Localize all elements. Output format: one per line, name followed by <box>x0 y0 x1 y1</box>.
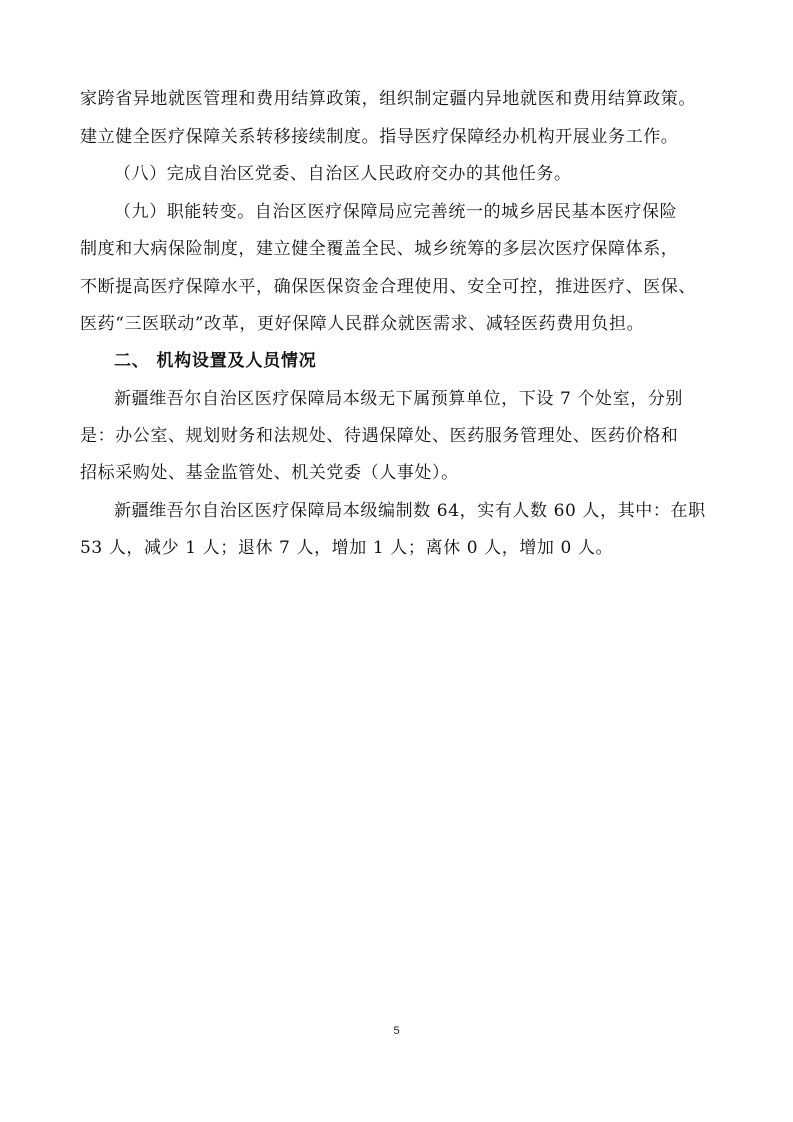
body-line: 不断提高医疗保障水平，确保医保资金合理使用、安全可控，推进医疗、医保、 <box>80 277 696 297</box>
body-line: 新疆维吾尔自治区医疗保障局本级编制数 64，实有人数 60 人，其中：在职 <box>114 501 706 521</box>
body-line: 招标采购处、基金监管处、机关党委（人事处）。 <box>80 463 459 483</box>
body-line: 家跨省异地就医管理和费用结算政策，组织制定疆内异地就医和费用结算政策。 <box>80 89 696 109</box>
body-line: （八）完成自治区党委、自治区人民政府交办的其他任务。 <box>114 164 572 184</box>
body-line: （九）职能转变。自治区医疗保障局应完善统一的城乡居民基本医疗保险 <box>114 202 678 222</box>
body-line: 医药“三医联动”改革，更好保障人民群众就医需求、减轻医药费用负担。 <box>80 314 645 334</box>
body-line: 新疆维吾尔自治区医疗保障局本级无下属预算单位，下设 7 个处室，分别 <box>114 389 684 409</box>
body-line: 是：办公室、规划财务和法规处、待遇保障处、医药服务管理处、医药价格和 <box>80 426 679 446</box>
body-line: 53 人，减少 1 人；退休 7 人，增加 1 人；离休 0 人，增加 0 人。 <box>80 538 614 558</box>
section-heading: 二、 机构设置及人员情况 <box>114 351 317 371</box>
body-line: 制度和大病保险制度，建立健全覆盖全民、城乡统筹的多层次医疗保障体系， <box>80 239 679 259</box>
body-line: 建立健全医疗保障关系转移接续制度。指导医疗保障经办机构开展业务工作。 <box>80 127 679 147</box>
page-number: 5 <box>393 1025 400 1037</box>
